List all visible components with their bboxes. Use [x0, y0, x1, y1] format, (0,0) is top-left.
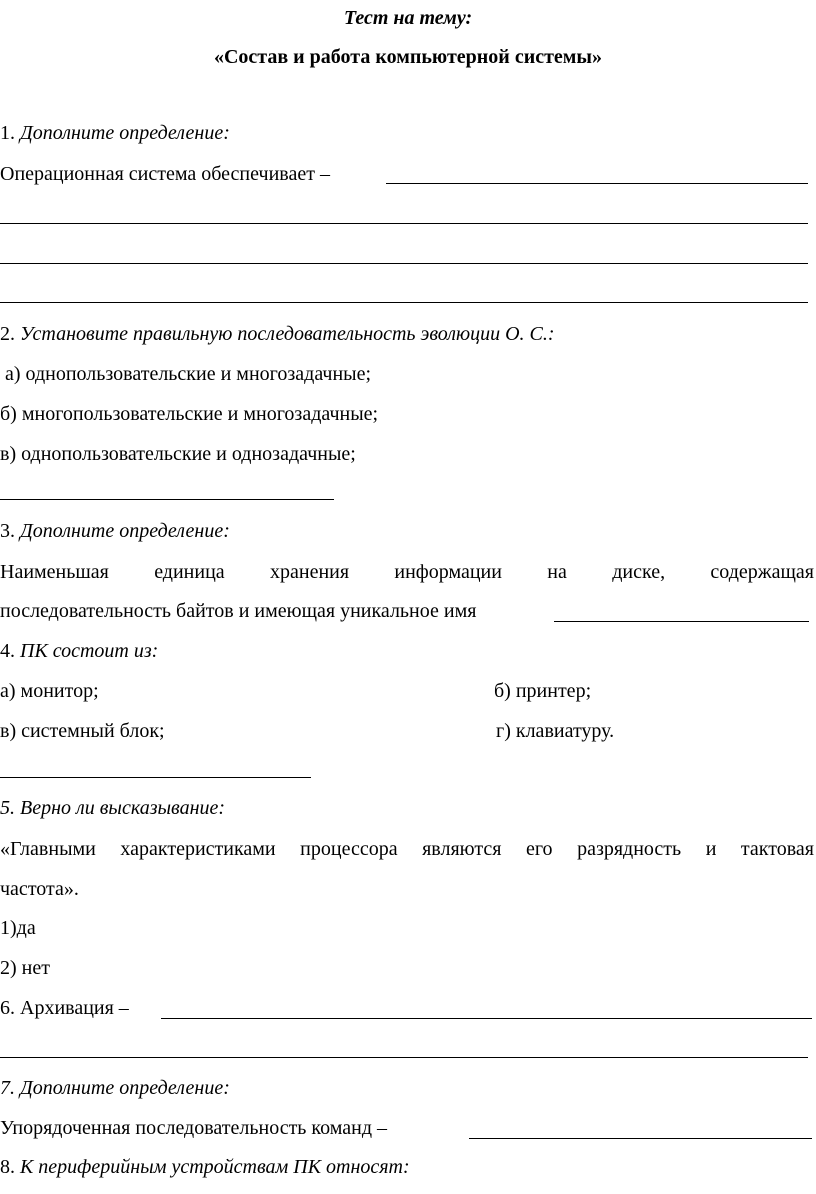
question-8-number: 8. [0, 1156, 15, 1178]
question-2-number: 2. [0, 323, 15, 345]
question-5-text-line-2: частота». [0, 878, 79, 900]
question-2-option: в) однопользовательские и однозадачные; [0, 443, 356, 465]
question-7-text: Упорядоченная последовательность команд – [0, 1117, 388, 1139]
question-3-number: 3. [0, 520, 15, 542]
word: характеристиками [120, 838, 276, 860]
question-7-instruction: 7. Дополните определение: [0, 1077, 230, 1099]
word: на [547, 561, 567, 583]
question-4-answer-line[interactable] [0, 777, 311, 778]
word: являются [422, 838, 502, 860]
question-1-answer-line[interactable] [0, 223, 808, 224]
word: информации [394, 561, 502, 583]
word: процессора [300, 838, 398, 860]
question-7-answer-line[interactable] [469, 1138, 812, 1139]
test-title: Тест на тему: [343, 7, 473, 29]
word: Наименьшая [0, 561, 109, 583]
question-1-answer-line[interactable] [0, 302, 808, 303]
word: его [525, 838, 553, 860]
word: и [705, 838, 717, 860]
question-6-text: 6. Архивация – [0, 997, 129, 1019]
question-1-instruction: Дополните определение: [20, 122, 230, 144]
question-4-option: а) монитор; [0, 680, 99, 702]
question-5-instruction: 5. Верно ли высказывание: [0, 797, 226, 819]
word: содержащая [710, 561, 814, 583]
test-subtitle: «Состав и работа компьютерной системы» [213, 46, 603, 68]
question-3-text-line-2: последовательность байтов и имеющая уникальное имя [0, 600, 477, 622]
question-2-answer-line[interactable] [0, 499, 334, 500]
question-8-instruction: К периферийным устройствам ПК относят: [20, 1156, 410, 1178]
question-3-instruction: Дополните определение: [20, 520, 230, 542]
question-2-option: а) однопользовательские и многозадачные; [5, 363, 372, 385]
question-4-option: б) принтер; [494, 680, 592, 702]
word: хранения [270, 561, 350, 583]
question-3-heading [0, 519, 230, 543]
question-1-answer-line[interactable] [386, 183, 808, 184]
question-5-option: 1)да [0, 917, 36, 939]
question-2-instruction: Установите правильную последовательность эволюции О. С.: [20, 323, 555, 345]
question-8-heading [0, 1155, 410, 1179]
question-2-option: б) многопользовательские и многозадачные; [0, 403, 379, 425]
question-4-number: 4. [0, 640, 15, 662]
question-2-heading [0, 322, 555, 346]
question-4-instruction: ПК состоит из: [20, 640, 159, 662]
question-1-number: 1. [0, 122, 15, 144]
question-4-option: г) клавиатуру. [496, 720, 615, 742]
question-4-option: в) системный блок; [0, 720, 165, 742]
word: «Главными [0, 838, 96, 860]
word: разрядность [577, 838, 682, 860]
word: диске, [612, 561, 666, 583]
question-1-answer-line[interactable] [0, 263, 808, 264]
question-5-option: 2) нет [0, 957, 50, 979]
question-3-text-line-1 [0, 560, 814, 584]
question-1-heading [0, 121, 230, 145]
word: единица [154, 561, 225, 583]
word: тактовая [740, 838, 814, 860]
question-4-heading [0, 639, 158, 663]
question-5-text-line-1 [0, 837, 814, 861]
question-6-answer-line[interactable] [161, 1018, 812, 1019]
question-3-answer-line[interactable] [554, 621, 809, 622]
question-6-answer-line[interactable] [0, 1057, 808, 1058]
question-1-text: Операционная система обеспечивает – [0, 163, 330, 185]
